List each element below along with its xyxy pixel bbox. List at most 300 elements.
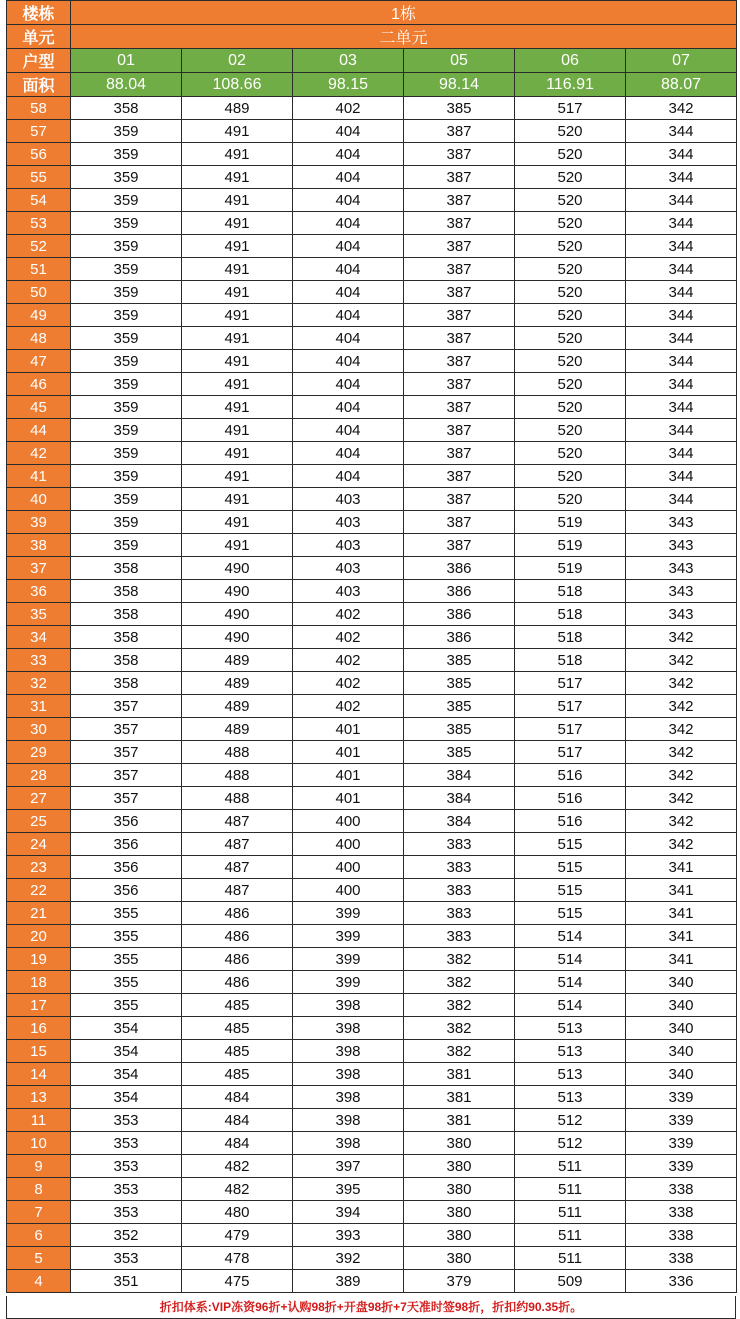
price-cell: 358	[71, 603, 182, 626]
price-cell: 491	[182, 143, 293, 166]
price-cell: 387	[404, 442, 515, 465]
price-cell: 400	[293, 833, 404, 856]
price-cell: 402	[293, 626, 404, 649]
price-cell: 359	[71, 488, 182, 511]
price-cell: 355	[71, 925, 182, 948]
price-cell: 399	[293, 971, 404, 994]
price-cell: 359	[71, 143, 182, 166]
price-cell: 386	[404, 626, 515, 649]
price-table-body	[7, 1, 737, 1293]
price-cell: 357	[71, 695, 182, 718]
price-cell: 520	[515, 442, 626, 465]
price-cell: 355	[71, 948, 182, 971]
price-cell: 402	[293, 97, 404, 120]
price-cell: 511	[515, 1224, 626, 1247]
price-cell: 344	[626, 143, 737, 166]
price-cell: 404	[293, 350, 404, 373]
floor-row	[7, 603, 737, 626]
floor-number: 53	[7, 212, 71, 235]
price-cell: 517	[515, 695, 626, 718]
price-cell: 341	[626, 948, 737, 971]
price-cell: 344	[626, 258, 737, 281]
floor-number: 47	[7, 350, 71, 373]
price-cell: 358	[71, 626, 182, 649]
price-cell: 338	[626, 1201, 737, 1224]
floor-number: 40	[7, 488, 71, 511]
price-cell: 344	[626, 350, 737, 373]
price-cell: 485	[182, 1063, 293, 1086]
floor-row	[7, 1178, 737, 1201]
price-cell: 387	[404, 488, 515, 511]
floor-row	[7, 1017, 737, 1040]
price-cell: 404	[293, 120, 404, 143]
price-cell: 353	[71, 1178, 182, 1201]
price-cell: 342	[626, 764, 737, 787]
price-sheet	[6, 0, 736, 1293]
price-cell: 344	[626, 442, 737, 465]
floor-row	[7, 557, 737, 580]
price-cell: 342	[626, 626, 737, 649]
price-cell: 400	[293, 879, 404, 902]
price-cell: 520	[515, 373, 626, 396]
floor-row	[7, 235, 737, 258]
price-cell: 344	[626, 304, 737, 327]
price-cell: 357	[71, 787, 182, 810]
price-cell: 488	[182, 764, 293, 787]
price-cell: 359	[71, 373, 182, 396]
price-cell: 404	[293, 143, 404, 166]
price-cell: 382	[404, 1017, 515, 1040]
price-cell: 519	[515, 534, 626, 557]
price-cell: 515	[515, 902, 626, 925]
floor-row	[7, 166, 737, 189]
price-cell: 344	[626, 488, 737, 511]
price-cell: 355	[71, 994, 182, 1017]
price-cell: 358	[71, 580, 182, 603]
price-cell: 517	[515, 97, 626, 120]
floor-number: 39	[7, 511, 71, 534]
price-cell: 404	[293, 281, 404, 304]
price-cell: 357	[71, 741, 182, 764]
floor-row	[7, 902, 737, 925]
price-cell: 401	[293, 764, 404, 787]
price-cell: 343	[626, 580, 737, 603]
price-cell: 404	[293, 442, 404, 465]
price-cell: 490	[182, 626, 293, 649]
floor-row	[7, 649, 737, 672]
price-cell: 387	[404, 120, 515, 143]
price-cell: 489	[182, 672, 293, 695]
price-cell: 342	[626, 810, 737, 833]
price-cell: 342	[626, 741, 737, 764]
price-cell: 353	[71, 1132, 182, 1155]
price-cell: 359	[71, 419, 182, 442]
area-cell: 88.07	[626, 73, 737, 97]
price-cell: 491	[182, 396, 293, 419]
price-cell: 520	[515, 488, 626, 511]
unit-type-cell: 01	[71, 49, 182, 73]
price-cell: 398	[293, 994, 404, 1017]
price-cell: 380	[404, 1224, 515, 1247]
floor-row	[7, 1063, 737, 1086]
floor-row	[7, 856, 737, 879]
price-cell: 354	[71, 1040, 182, 1063]
floor-row	[7, 304, 737, 327]
area-cell: 116.91	[515, 73, 626, 97]
floor-number: 45	[7, 396, 71, 419]
floor-row	[7, 419, 737, 442]
price-cell: 487	[182, 856, 293, 879]
unit-value: 二单元	[71, 25, 737, 49]
price-cell: 491	[182, 212, 293, 235]
floor-row	[7, 511, 737, 534]
floor-row	[7, 258, 737, 281]
floor-number: 20	[7, 925, 71, 948]
price-cell: 513	[515, 1086, 626, 1109]
floor-number: 36	[7, 580, 71, 603]
price-cell: 387	[404, 143, 515, 166]
price-cell: 389	[293, 1270, 404, 1293]
price-cell: 520	[515, 143, 626, 166]
price-cell: 344	[626, 166, 737, 189]
floor-number: 48	[7, 327, 71, 350]
floor-number: 30	[7, 718, 71, 741]
price-cell: 353	[71, 1109, 182, 1132]
price-cell: 520	[515, 396, 626, 419]
price-cell: 403	[293, 511, 404, 534]
floor-row	[7, 465, 737, 488]
price-cell: 518	[515, 603, 626, 626]
price-cell: 515	[515, 879, 626, 902]
price-cell: 338	[626, 1224, 737, 1247]
floor-number: 41	[7, 465, 71, 488]
floor-row	[7, 948, 737, 971]
unit-type-cell: 05	[404, 49, 515, 73]
price-cell: 382	[404, 971, 515, 994]
price-cell: 387	[404, 281, 515, 304]
floor-row	[7, 1270, 737, 1293]
price-cell: 404	[293, 465, 404, 488]
price-cell: 382	[404, 1040, 515, 1063]
price-cell: 341	[626, 925, 737, 948]
price-cell: 356	[71, 833, 182, 856]
floor-number: 42	[7, 442, 71, 465]
price-cell: 354	[71, 1086, 182, 1109]
price-cell: 343	[626, 603, 737, 626]
price-cell: 393	[293, 1224, 404, 1247]
floor-number: 22	[7, 879, 71, 902]
floor-row	[7, 1201, 737, 1224]
price-cell: 399	[293, 902, 404, 925]
price-cell: 482	[182, 1178, 293, 1201]
price-cell: 356	[71, 856, 182, 879]
price-cell: 511	[515, 1201, 626, 1224]
price-cell: 384	[404, 810, 515, 833]
type-label: 户型	[7, 49, 71, 73]
floor-row	[7, 741, 737, 764]
price-cell: 520	[515, 304, 626, 327]
floor-number: 24	[7, 833, 71, 856]
price-cell: 359	[71, 212, 182, 235]
price-cell: 383	[404, 902, 515, 925]
price-cell: 491	[182, 465, 293, 488]
price-table	[6, 0, 737, 1293]
unit-type-cell: 07	[626, 49, 737, 73]
price-cell: 344	[626, 235, 737, 258]
price-cell: 404	[293, 212, 404, 235]
price-cell: 403	[293, 557, 404, 580]
price-cell: 344	[626, 189, 737, 212]
discount-text: 折扣体系:VIP冻资96折+认购98折+开盘98折+7天准时签98折，折扣约90.35折。	[159, 1300, 583, 1314]
price-cell: 400	[293, 810, 404, 833]
price-cell: 491	[182, 511, 293, 534]
price-cell: 338	[626, 1247, 737, 1270]
price-cell: 486	[182, 925, 293, 948]
floor-row	[7, 787, 737, 810]
price-cell: 387	[404, 327, 515, 350]
price-cell: 404	[293, 327, 404, 350]
floor-row	[7, 97, 737, 120]
price-cell: 385	[404, 741, 515, 764]
price-cell: 342	[626, 97, 737, 120]
price-cell: 358	[71, 97, 182, 120]
price-cell: 487	[182, 833, 293, 856]
floor-number: 37	[7, 557, 71, 580]
price-cell: 489	[182, 695, 293, 718]
price-cell: 404	[293, 373, 404, 396]
price-cell: 359	[71, 350, 182, 373]
price-cell: 520	[515, 166, 626, 189]
price-cell: 344	[626, 373, 737, 396]
area-cell: 98.15	[293, 73, 404, 97]
price-cell: 342	[626, 787, 737, 810]
price-cell: 343	[626, 557, 737, 580]
price-cell: 352	[71, 1224, 182, 1247]
price-cell: 513	[515, 1063, 626, 1086]
floor-number: 11	[7, 1109, 71, 1132]
floor-row	[7, 695, 737, 718]
price-cell: 514	[515, 971, 626, 994]
floor-number: 23	[7, 856, 71, 879]
price-cell: 491	[182, 419, 293, 442]
floor-row	[7, 143, 737, 166]
price-cell: 338	[626, 1178, 737, 1201]
price-cell: 387	[404, 396, 515, 419]
price-cell: 359	[71, 396, 182, 419]
price-cell: 513	[515, 1017, 626, 1040]
price-cell: 518	[515, 626, 626, 649]
price-cell: 344	[626, 465, 737, 488]
price-cell: 491	[182, 235, 293, 258]
price-cell: 387	[404, 304, 515, 327]
price-cell: 520	[515, 212, 626, 235]
price-cell: 398	[293, 1109, 404, 1132]
price-cell: 356	[71, 810, 182, 833]
price-cell: 355	[71, 902, 182, 925]
floor-row	[7, 764, 737, 787]
price-cell: 383	[404, 856, 515, 879]
price-cell: 359	[71, 258, 182, 281]
price-cell: 491	[182, 442, 293, 465]
price-cell: 486	[182, 948, 293, 971]
price-cell: 514	[515, 925, 626, 948]
floor-number: 57	[7, 120, 71, 143]
floor-number: 50	[7, 281, 71, 304]
price-cell: 341	[626, 902, 737, 925]
price-cell: 515	[515, 856, 626, 879]
price-cell: 489	[182, 718, 293, 741]
price-cell: 514	[515, 994, 626, 1017]
price-cell: 491	[182, 189, 293, 212]
price-cell: 383	[404, 879, 515, 902]
floor-number: 15	[7, 1040, 71, 1063]
price-cell: 475	[182, 1270, 293, 1293]
floor-row	[7, 327, 737, 350]
floor-number: 10	[7, 1132, 71, 1155]
price-cell: 344	[626, 212, 737, 235]
building-label: 楼栋	[7, 1, 71, 25]
price-cell: 511	[515, 1155, 626, 1178]
price-cell: 478	[182, 1247, 293, 1270]
price-cell: 381	[404, 1086, 515, 1109]
price-cell: 398	[293, 1063, 404, 1086]
price-cell: 520	[515, 281, 626, 304]
price-cell: 402	[293, 649, 404, 672]
price-cell: 387	[404, 534, 515, 557]
floor-row	[7, 810, 737, 833]
floor-row	[7, 442, 737, 465]
floor-row	[7, 1155, 737, 1178]
price-cell: 484	[182, 1132, 293, 1155]
price-cell: 404	[293, 166, 404, 189]
floor-row	[7, 488, 737, 511]
price-cell: 480	[182, 1201, 293, 1224]
floor-row	[7, 1224, 737, 1247]
price-cell: 383	[404, 925, 515, 948]
unit-label: 单元	[7, 25, 71, 49]
price-cell: 342	[626, 649, 737, 672]
price-cell: 517	[515, 672, 626, 695]
price-cell: 486	[182, 902, 293, 925]
price-cell: 387	[404, 166, 515, 189]
price-cell: 387	[404, 511, 515, 534]
price-cell: 385	[404, 695, 515, 718]
floor-number: 16	[7, 1017, 71, 1040]
unit-type-cell: 03	[293, 49, 404, 73]
price-cell: 340	[626, 1017, 737, 1040]
price-cell: 358	[71, 649, 182, 672]
floor-row	[7, 396, 737, 419]
price-cell: 518	[515, 649, 626, 672]
price-cell: 359	[71, 120, 182, 143]
floor-number: 35	[7, 603, 71, 626]
floor-row	[7, 925, 737, 948]
price-cell: 354	[71, 1017, 182, 1040]
floor-row	[7, 212, 737, 235]
price-cell: 398	[293, 1132, 404, 1155]
price-cell: 358	[71, 557, 182, 580]
price-cell: 491	[182, 120, 293, 143]
price-cell: 341	[626, 879, 737, 902]
price-cell: 359	[71, 442, 182, 465]
price-cell: 382	[404, 948, 515, 971]
floor-number: 5	[7, 1247, 71, 1270]
floor-number: 46	[7, 373, 71, 396]
floor-number: 18	[7, 971, 71, 994]
price-cell: 386	[404, 557, 515, 580]
price-cell: 395	[293, 1178, 404, 1201]
floor-number: 8	[7, 1178, 71, 1201]
price-cell: 491	[182, 373, 293, 396]
price-cell: 339	[626, 1132, 737, 1155]
price-cell: 398	[293, 1040, 404, 1063]
price-cell: 402	[293, 603, 404, 626]
price-cell: 404	[293, 304, 404, 327]
price-cell: 385	[404, 649, 515, 672]
price-cell: 511	[515, 1247, 626, 1270]
floor-row	[7, 833, 737, 856]
unit-type-row	[7, 49, 737, 73]
discount-footer	[6, 1296, 736, 1319]
price-cell: 340	[626, 1040, 737, 1063]
floor-number: 17	[7, 994, 71, 1017]
price-cell: 491	[182, 488, 293, 511]
price-cell: 485	[182, 1017, 293, 1040]
price-cell: 336	[626, 1270, 737, 1293]
floor-number: 54	[7, 189, 71, 212]
floor-row	[7, 672, 737, 695]
floor-row	[7, 626, 737, 649]
floor-number: 58	[7, 97, 71, 120]
price-cell: 359	[71, 327, 182, 350]
price-cell: 479	[182, 1224, 293, 1247]
price-cell: 392	[293, 1247, 404, 1270]
price-cell: 519	[515, 557, 626, 580]
unit-row	[7, 25, 737, 49]
price-cell: 380	[404, 1201, 515, 1224]
price-cell: 341	[626, 856, 737, 879]
floor-number: 27	[7, 787, 71, 810]
price-cell: 403	[293, 580, 404, 603]
price-cell: 398	[293, 1017, 404, 1040]
price-cell: 490	[182, 603, 293, 626]
price-cell: 351	[71, 1270, 182, 1293]
floor-row	[7, 189, 737, 212]
price-cell: 340	[626, 971, 737, 994]
area-row	[7, 73, 737, 97]
price-cell: 491	[182, 327, 293, 350]
price-cell: 487	[182, 879, 293, 902]
price-cell: 357	[71, 718, 182, 741]
price-cell: 380	[404, 1247, 515, 1270]
floor-number: 55	[7, 166, 71, 189]
floor-number: 7	[7, 1201, 71, 1224]
floor-row	[7, 1086, 737, 1109]
price-cell: 340	[626, 994, 737, 1017]
price-cell: 387	[404, 258, 515, 281]
price-cell: 404	[293, 235, 404, 258]
price-cell: 491	[182, 350, 293, 373]
building-value: 1栋	[71, 1, 737, 25]
price-cell: 356	[71, 879, 182, 902]
price-cell: 343	[626, 511, 737, 534]
floor-number: 25	[7, 810, 71, 833]
price-cell: 342	[626, 718, 737, 741]
price-cell: 402	[293, 695, 404, 718]
price-cell: 520	[515, 258, 626, 281]
floor-number: 4	[7, 1270, 71, 1293]
area-cell: 98.14	[404, 73, 515, 97]
